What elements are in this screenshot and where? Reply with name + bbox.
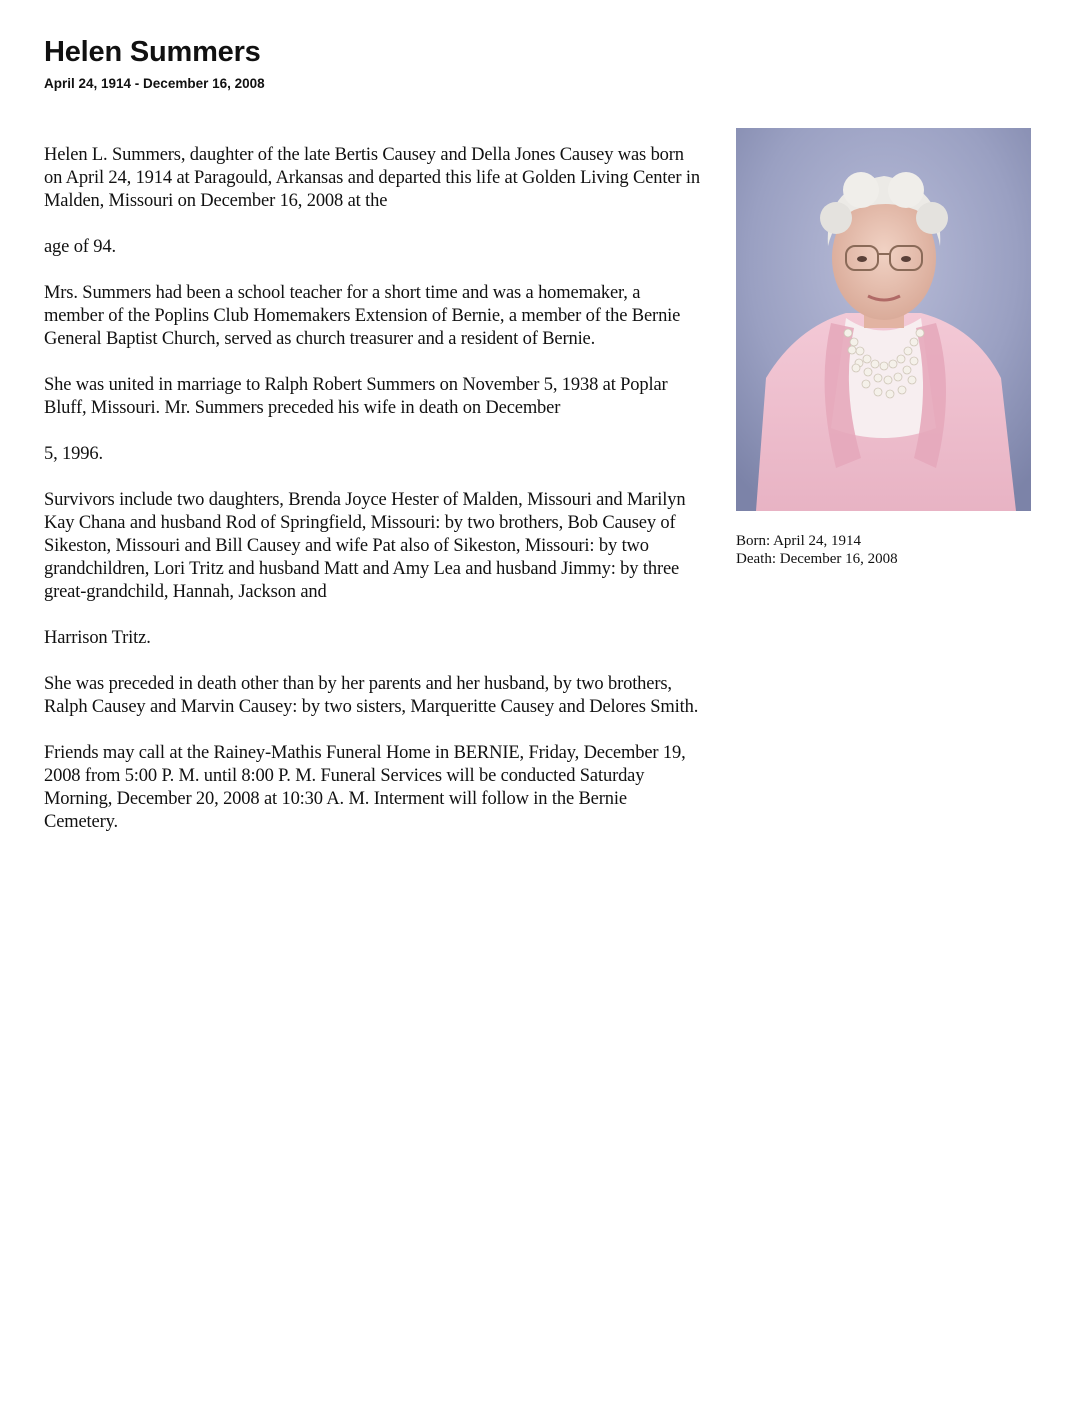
caption-born: Born: April 24, 1914	[736, 533, 862, 549]
paragraph-marriage: She was united in marriage to Ralph Robert Summers on November 5, 1938 at Poplar Bluff, Missouri. Mr. Summers preceded his wife in death on December	[44, 375, 668, 418]
caption-death: Death: December 16, 2008	[736, 551, 898, 567]
life-dates: April 24, 1914 - December 16, 2008	[44, 76, 265, 91]
paragraph-services: Friends may call at the Rainey-Mathis Funeral Home in BERNIE, Friday, December 19, 2008 from 5:00 P. M. until 8:00 P. M. Funeral Services will be conducted Saturday Morning, December 20, 2008 at 10:30 A. M. Interment will follow in the Bernie Cemetery.	[44, 743, 686, 832]
paragraph-birth: Helen L. Summers, daughter of the late Bertis Causey and Della Jones Causey was born on April 24, 1914 at Paragould, Arkansas and departed this life at Golden Living Center in Malden, Missouri on December 16, 2008 at the	[44, 145, 700, 211]
obituary-body	[44, 144, 704, 857]
paragraph-marriage-cont: 5, 1996.	[44, 444, 103, 464]
photo-caption	[736, 532, 898, 568]
portrait-photo	[736, 128, 1031, 511]
obituary-header	[44, 34, 265, 92]
paragraph-survivors: Survivors include two daughters, Brenda Joyce Hester of Malden, Missouri and Marilyn Kay Chana and husband Rod of Springfield, Missouri: by two brothers, Bob Causey of Sikeston, Missouri and Bill Causey and wife Pat also of Sikeston, Missouri: by two grandchildren, Lori Tritz and husband Matt and Amy Lea and husband Jimmy: by three great-grandchild, Hannah, Jackson and	[44, 490, 686, 602]
paragraph-preceded: She was preceded in death other than by her parents and her husband, by two brothers, Ralph Causey and Marvin Causey: by two sisters, Marqueritte Causey and Delores Smith.	[44, 674, 699, 717]
paragraph-survivors-cont: Harrison Tritz.	[44, 628, 151, 648]
paragraph-age: age of 94.	[44, 237, 116, 257]
page-title: Helen Summers	[44, 36, 261, 68]
portrait-image	[736, 128, 1031, 511]
paragraph-life: Mrs. Summers had been a school teacher for a short time and was a homemaker, a member of the Poplins Club Homemakers Extension of Bernie, a member of the Bernie General Baptist Church, served as church treasurer and a resident of Bernie.	[44, 283, 681, 349]
